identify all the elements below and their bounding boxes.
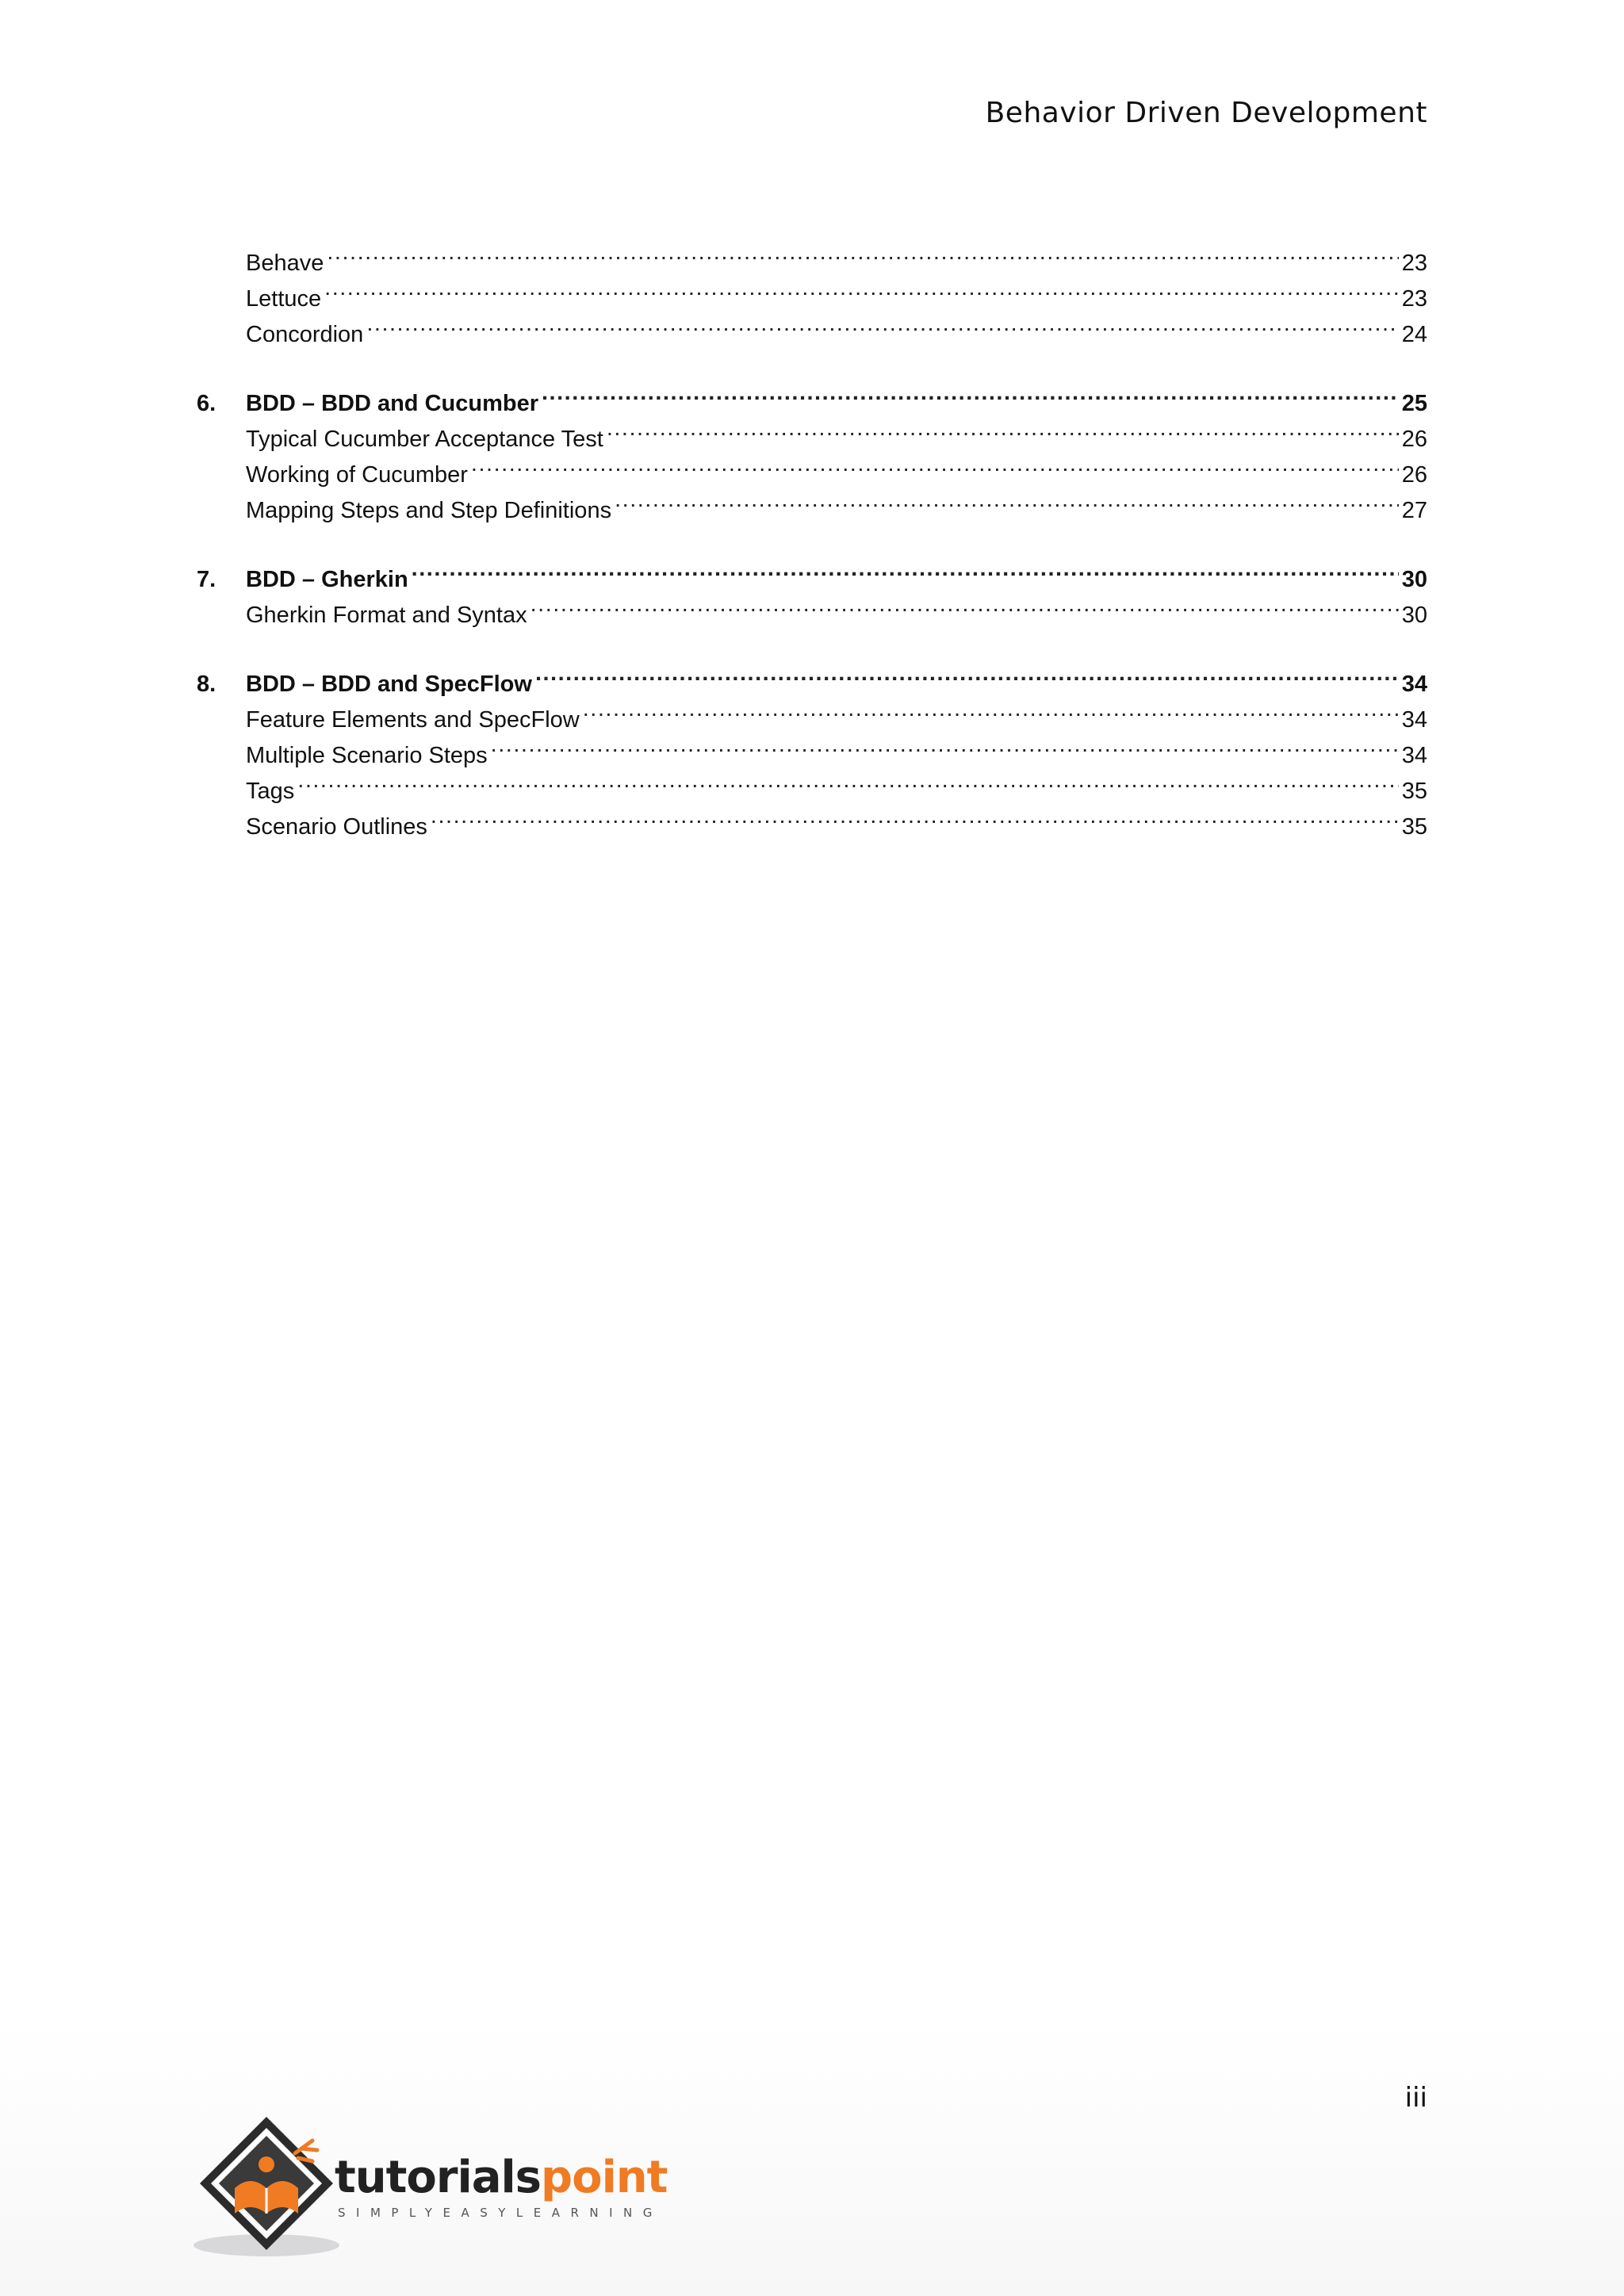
toc-dot-leader: [412, 551, 1399, 587]
toc-entry-page: 35: [1401, 814, 1427, 840]
toc-entry[interactable]: [197, 235, 1427, 276]
toc-entry[interactable]: [197, 587, 1427, 628]
toc-dot-leader: [542, 375, 1399, 411]
toc-entry-page: 23: [1401, 286, 1427, 312]
toc-dot-leader: [297, 763, 1398, 798]
toc-entry-page: 24: [1401, 322, 1427, 347]
toc-chapter-title: BDD – Gherkin: [246, 567, 408, 592]
toc-entry-title: Multiple Scenario Steps: [246, 743, 488, 768]
toc-entry-page: 30: [1401, 603, 1427, 628]
toc-chapter-title: BDD – BDD and SpecFlow: [246, 672, 532, 697]
toc-chapter-heading[interactable]: [197, 551, 1427, 592]
toc-dot-leader: [431, 798, 1399, 834]
toc-chapter-7: [197, 551, 1427, 628]
toc-entry[interactable]: [197, 270, 1427, 312]
toc-entry-title: Behave: [246, 251, 324, 276]
toc-entry[interactable]: [197, 306, 1427, 347]
toc-entry-page: 34: [1401, 743, 1427, 768]
toc-dot-leader: [324, 270, 1399, 306]
toc-entry-title: Concordion: [246, 322, 364, 347]
toc-entry-page: 23: [1401, 251, 1427, 276]
toc-intro-group: [197, 235, 1427, 347]
toc-chapter-number: 6.: [197, 391, 216, 416]
toc-chapter-6: [197, 375, 1427, 523]
toc-chapter-page: 25: [1401, 391, 1427, 416]
toc-entry[interactable]: [197, 691, 1427, 733]
logo-wordmark: [335, 2152, 667, 2203]
toc-entry-title: Gherkin Format and Syntax: [246, 603, 527, 628]
toc-entry-page: 34: [1401, 707, 1427, 733]
toc-chapter-8: [197, 656, 1427, 840]
toc-dot-leader: [366, 306, 1398, 342]
toc-entry[interactable]: [197, 482, 1427, 523]
toc-entry[interactable]: [197, 446, 1427, 488]
toc-chapter-heading[interactable]: [197, 375, 1427, 416]
toc-entry-page: 27: [1401, 498, 1427, 523]
toc-entry-title: Typical Cucumber Acceptance Test: [246, 427, 603, 452]
toc-entry-title: Feature Elements and SpecFlow: [246, 707, 580, 733]
toc-entry-title: Working of Cucumber: [246, 462, 468, 488]
page-number: iii: [1404, 2082, 1427, 2114]
toc-entry-title: Tags: [246, 779, 295, 804]
toc-chapter-number: 8.: [197, 672, 216, 697]
toc-chapter-heading[interactable]: [197, 656, 1427, 697]
running-header: Behavior Driven Development: [985, 97, 1427, 129]
toc-entry-page: 26: [1401, 427, 1427, 452]
toc-entry-page: 35: [1401, 779, 1427, 804]
toc-entry-title: Scenario Outlines: [246, 814, 427, 840]
logo-wordmark-dark: tutorials: [335, 2152, 542, 2203]
toc-dot-leader: [535, 656, 1399, 691]
toc-dot-leader: [615, 482, 1399, 518]
toc-chapter-page: 34: [1401, 672, 1427, 697]
toc-entry[interactable]: [197, 727, 1427, 768]
toc-dot-leader: [491, 727, 1399, 763]
toc-entry[interactable]: [197, 798, 1427, 840]
toc-chapter-number: 7.: [197, 567, 216, 592]
toc-chapter-page: 30: [1401, 567, 1427, 592]
toc-entry[interactable]: [197, 411, 1427, 452]
toc-chapter-title: BDD – BDD and Cucumber: [246, 391, 538, 416]
logo-emblem-icon: [193, 2109, 352, 2260]
toc-dot-leader: [327, 235, 1398, 270]
toc-dot-leader: [583, 691, 1399, 727]
toc-entry[interactable]: [197, 763, 1427, 804]
toc-entry-page: 26: [1401, 462, 1427, 488]
toc-dot-leader: [607, 411, 1399, 446]
table-of-contents: [197, 235, 1427, 840]
logo-tagline: SIMPLYEASYLEARNING: [338, 2206, 663, 2220]
toc-dot-leader: [471, 446, 1399, 482]
logo-wordmark-accent: point: [541, 2152, 668, 2203]
toc-entry-title: Mapping Steps and Step Definitions: [246, 498, 612, 523]
toc-dot-leader: [530, 587, 1399, 622]
toc-entry-title: Lettuce: [246, 286, 322, 312]
tutorialspoint-logo: [193, 2109, 669, 2260]
